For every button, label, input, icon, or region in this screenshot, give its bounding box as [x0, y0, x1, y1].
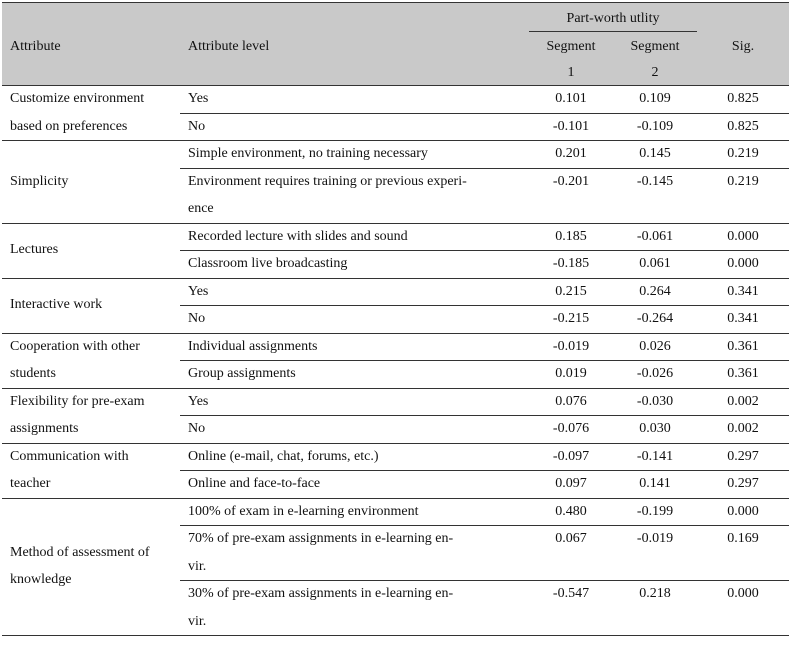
sig-value: 0.361 [727, 366, 759, 381]
segment2-value: 0.218 [639, 586, 671, 601]
table-header [2, 2, 789, 86]
sig-value: 0.000 [727, 228, 759, 244]
attribute-name: knowledge [10, 572, 72, 588]
header-segment2: Segment [630, 39, 680, 54]
segment2-value: -0.019 [636, 531, 674, 546]
attribute-level: vir. [188, 558, 207, 574]
segment1-value: -0.019 [552, 338, 590, 354]
level-divider [180, 305, 789, 306]
segment1-value: -0.201 [552, 173, 590, 189]
header-attribute: Attribute [10, 39, 61, 54]
sig-value: 0.361 [727, 338, 759, 354]
attribute-level: No [188, 118, 206, 134]
level-divider [180, 360, 789, 361]
segment2-value: -0.030 [636, 393, 674, 409]
segment1-value: 0.019 [555, 366, 587, 381]
attribute-level: Simple environment, no training necessary [188, 146, 428, 161]
sig-value: 0.000 [727, 256, 759, 271]
sig-value: 0.002 [727, 421, 759, 436]
segment2-value: -0.199 [636, 503, 674, 519]
segment1-value: 0.101 [555, 91, 587, 106]
segment2-value: 0.061 [639, 256, 671, 271]
sig-value: 0.297 [727, 448, 759, 464]
level-divider [180, 250, 789, 251]
segment1-value: -0.215 [552, 311, 590, 326]
attribute-level: Online and face-to-face [188, 476, 321, 491]
sig-value: 0.000 [727, 503, 759, 519]
attribute-name: Cooperation with other [10, 338, 140, 354]
segment2-value: 0.030 [639, 421, 671, 436]
segment2-value: -0.145 [636, 173, 674, 189]
segment1-value: -0.097 [552, 448, 590, 464]
segment1-value: -0.076 [552, 421, 590, 436]
segment2-value: 0.264 [639, 283, 671, 299]
attribute-name: Lectures [10, 242, 59, 258]
attribute-level: 100% of exam in e-learning environment [188, 503, 419, 519]
sig-value: 0.825 [727, 91, 759, 106]
part-worth-utility-table [2, 2, 789, 646]
sig-value: 0.002 [727, 393, 759, 409]
level-divider [180, 525, 789, 526]
header-part-worth: Part-worth utlity [566, 11, 660, 26]
level-divider [180, 113, 789, 114]
segment2-value: -0.061 [636, 228, 674, 244]
sig-value: 0.169 [727, 531, 759, 546]
header-segment1-number: 1 [567, 65, 575, 80]
segment1-value: 0.097 [555, 476, 587, 491]
level-divider [180, 168, 789, 169]
segment2-value: 0.141 [639, 476, 671, 491]
attribute-level: Yes [188, 393, 209, 409]
sig-value: 0.341 [727, 283, 759, 299]
segment1-value: 0.215 [555, 283, 587, 299]
attribute-name: teacher [10, 476, 51, 491]
attribute-name: based on preferences [10, 118, 128, 134]
sig-value: 0.219 [727, 173, 759, 189]
attribute-level: Online (e-mail, chat, forums, etc.) [188, 448, 379, 464]
segment2-value: 0.109 [639, 91, 671, 106]
attribute-name: assignments [10, 421, 79, 436]
segment1-value: -0.101 [552, 118, 590, 134]
attribute-name: Flexibility for pre-exam [10, 393, 145, 409]
attribute-level: 30% of pre-exam assignments in e-learning en- [188, 586, 454, 601]
sig-value: 0.341 [727, 311, 759, 326]
attribute-name: Communication with [10, 448, 129, 464]
segment1-value: 0.480 [555, 503, 587, 519]
segment1-value: -0.185 [552, 256, 590, 271]
attribute-level: Recorded lecture with slides and sound [188, 228, 408, 244]
group-divider [2, 635, 789, 636]
segment2-value: -0.026 [636, 366, 674, 381]
segment2-value: 0.026 [639, 338, 671, 354]
attribute-level: 70% of pre-exam assignments in e-learning en- [188, 531, 454, 546]
attribute-level: vir. [188, 613, 207, 629]
attribute-level: No [188, 311, 206, 326]
attribute-level: Group assignments [188, 366, 296, 381]
sig-value: 0.825 [727, 118, 759, 134]
segment1-value: 0.076 [555, 393, 587, 409]
level-divider [180, 470, 789, 471]
attribute-name: Simplicity [10, 173, 69, 189]
attribute-level: No [188, 421, 206, 436]
attribute-name: students [10, 366, 56, 381]
level-divider [180, 580, 789, 581]
level-divider [180, 415, 789, 416]
attribute-level: Environment requires training or previous experi- [188, 173, 467, 189]
header-divider [529, 31, 697, 32]
segment2-value: -0.141 [636, 448, 674, 464]
sig-value: 0.000 [727, 586, 759, 601]
segment2-value: -0.109 [636, 118, 674, 134]
attribute-level: Individual assignments [188, 338, 318, 354]
header-segment2-number: 2 [651, 65, 659, 80]
attribute-name: Method of assessment of [10, 544, 150, 560]
segment2-value: 0.145 [639, 146, 671, 161]
segment2-value: -0.264 [636, 311, 674, 326]
segment1-value: 0.185 [555, 228, 587, 244]
header-sig: Sig. [731, 39, 755, 54]
attribute-level: Yes [188, 91, 209, 106]
segment1-value: -0.547 [552, 586, 590, 601]
segment1-value: 0.201 [555, 146, 587, 161]
attribute-name: Customize environment [10, 91, 145, 106]
attribute-level: Yes [188, 283, 209, 299]
attribute-level: Classroom live broadcasting [188, 256, 348, 271]
attribute-level: ence [188, 201, 214, 216]
sig-value: 0.297 [727, 476, 759, 491]
segment1-value: 0.067 [555, 531, 587, 546]
header-segment1: Segment [546, 39, 596, 54]
sig-value: 0.219 [727, 146, 759, 161]
attribute-name: Interactive work [10, 297, 103, 313]
header-attribute-level: Attribute level [188, 39, 270, 54]
